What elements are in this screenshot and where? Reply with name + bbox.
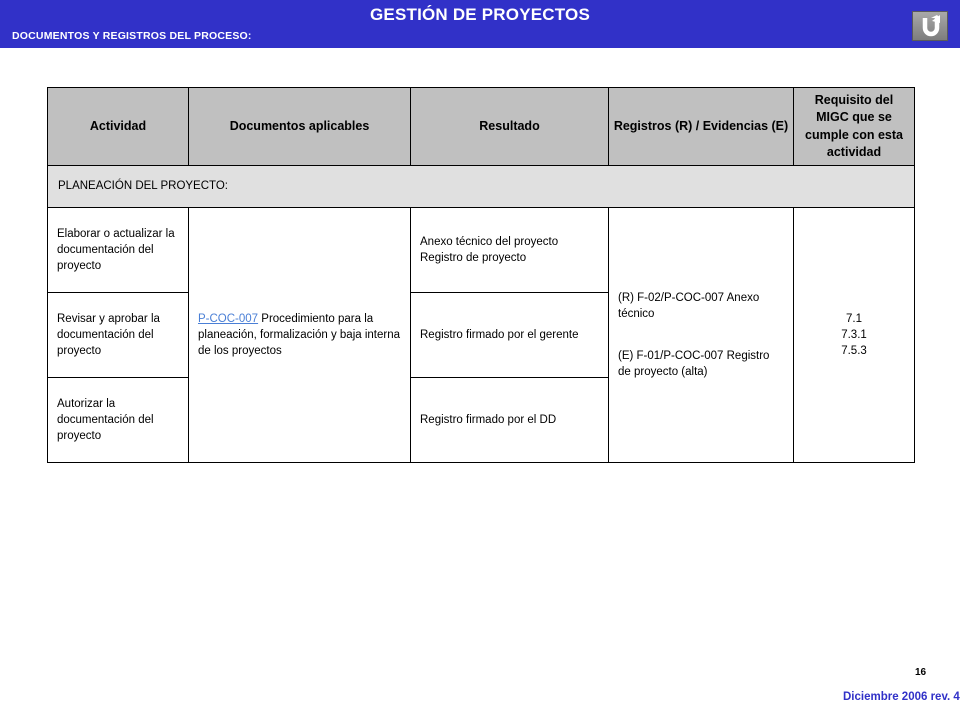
column-header-result: Resultado — [411, 88, 609, 166]
table-row — [48, 208, 915, 293]
result-cell — [411, 208, 609, 293]
result-cell: Registro firmado por el gerente — [411, 293, 609, 378]
header-bar — [0, 0, 960, 48]
document-description: Procedimiento para la planeación, formalización y baja interna de los proyectos — [198, 312, 401, 358]
section-row — [48, 166, 915, 208]
requirement-cell — [794, 208, 915, 463]
records-cell — [609, 208, 794, 463]
page-title: GESTIÓN DE PROYECTOS — [369, 5, 590, 24]
footer-date: Diciembre 2006 rev. 4 — [843, 691, 960, 703]
back-button[interactable] — [912, 11, 948, 41]
u-turn-back-icon — [919, 15, 943, 37]
page-subtitle: DOCUMENTOS Y REGISTROS DEL PROCESO: — [12, 30, 252, 42]
column-header-documents: Documentos aplicables — [189, 88, 411, 166]
activity-cell: Revisar y aprobar la documentación del proyecto — [48, 293, 189, 378]
column-header-activity: Actividad — [48, 88, 189, 166]
requirement-item: 7.5.3 — [841, 345, 867, 358]
result-line: Registro de proyecto — [420, 252, 527, 264]
document-cell — [189, 208, 411, 463]
result-cell: Registro firmado por el DD — [411, 378, 609, 463]
activity-cell: Elaborar o actualizar la documentación del proyecto — [48, 208, 189, 293]
document-link[interactable]: P-COC-007 — [198, 312, 259, 325]
result-line: Anexo técnico del proyecto — [420, 235, 559, 248]
page-number: 16 — [915, 667, 927, 678]
column-header-requirement: Requisito del MIGC que se cumple con esta actividad — [794, 88, 915, 166]
requirement-item: 7.3.1 — [841, 328, 867, 341]
requirement-item: 7.1 — [846, 312, 862, 325]
section-title: PLANEACIÓN DEL PROYECTO: — [48, 166, 915, 208]
column-header-records: Registros (R) / Evidencias (E) — [609, 88, 794, 166]
activity-cell: Autorizar la documentación del proyecto — [48, 378, 189, 463]
record-e: (E) F-01/P-COC-007 Registro de proyecto (alta) — [618, 350, 770, 379]
process-table — [47, 87, 915, 463]
table-header-row — [48, 88, 915, 166]
record-r: (R) F-02/P-COC-007 Anexo técnico — [618, 291, 760, 320]
